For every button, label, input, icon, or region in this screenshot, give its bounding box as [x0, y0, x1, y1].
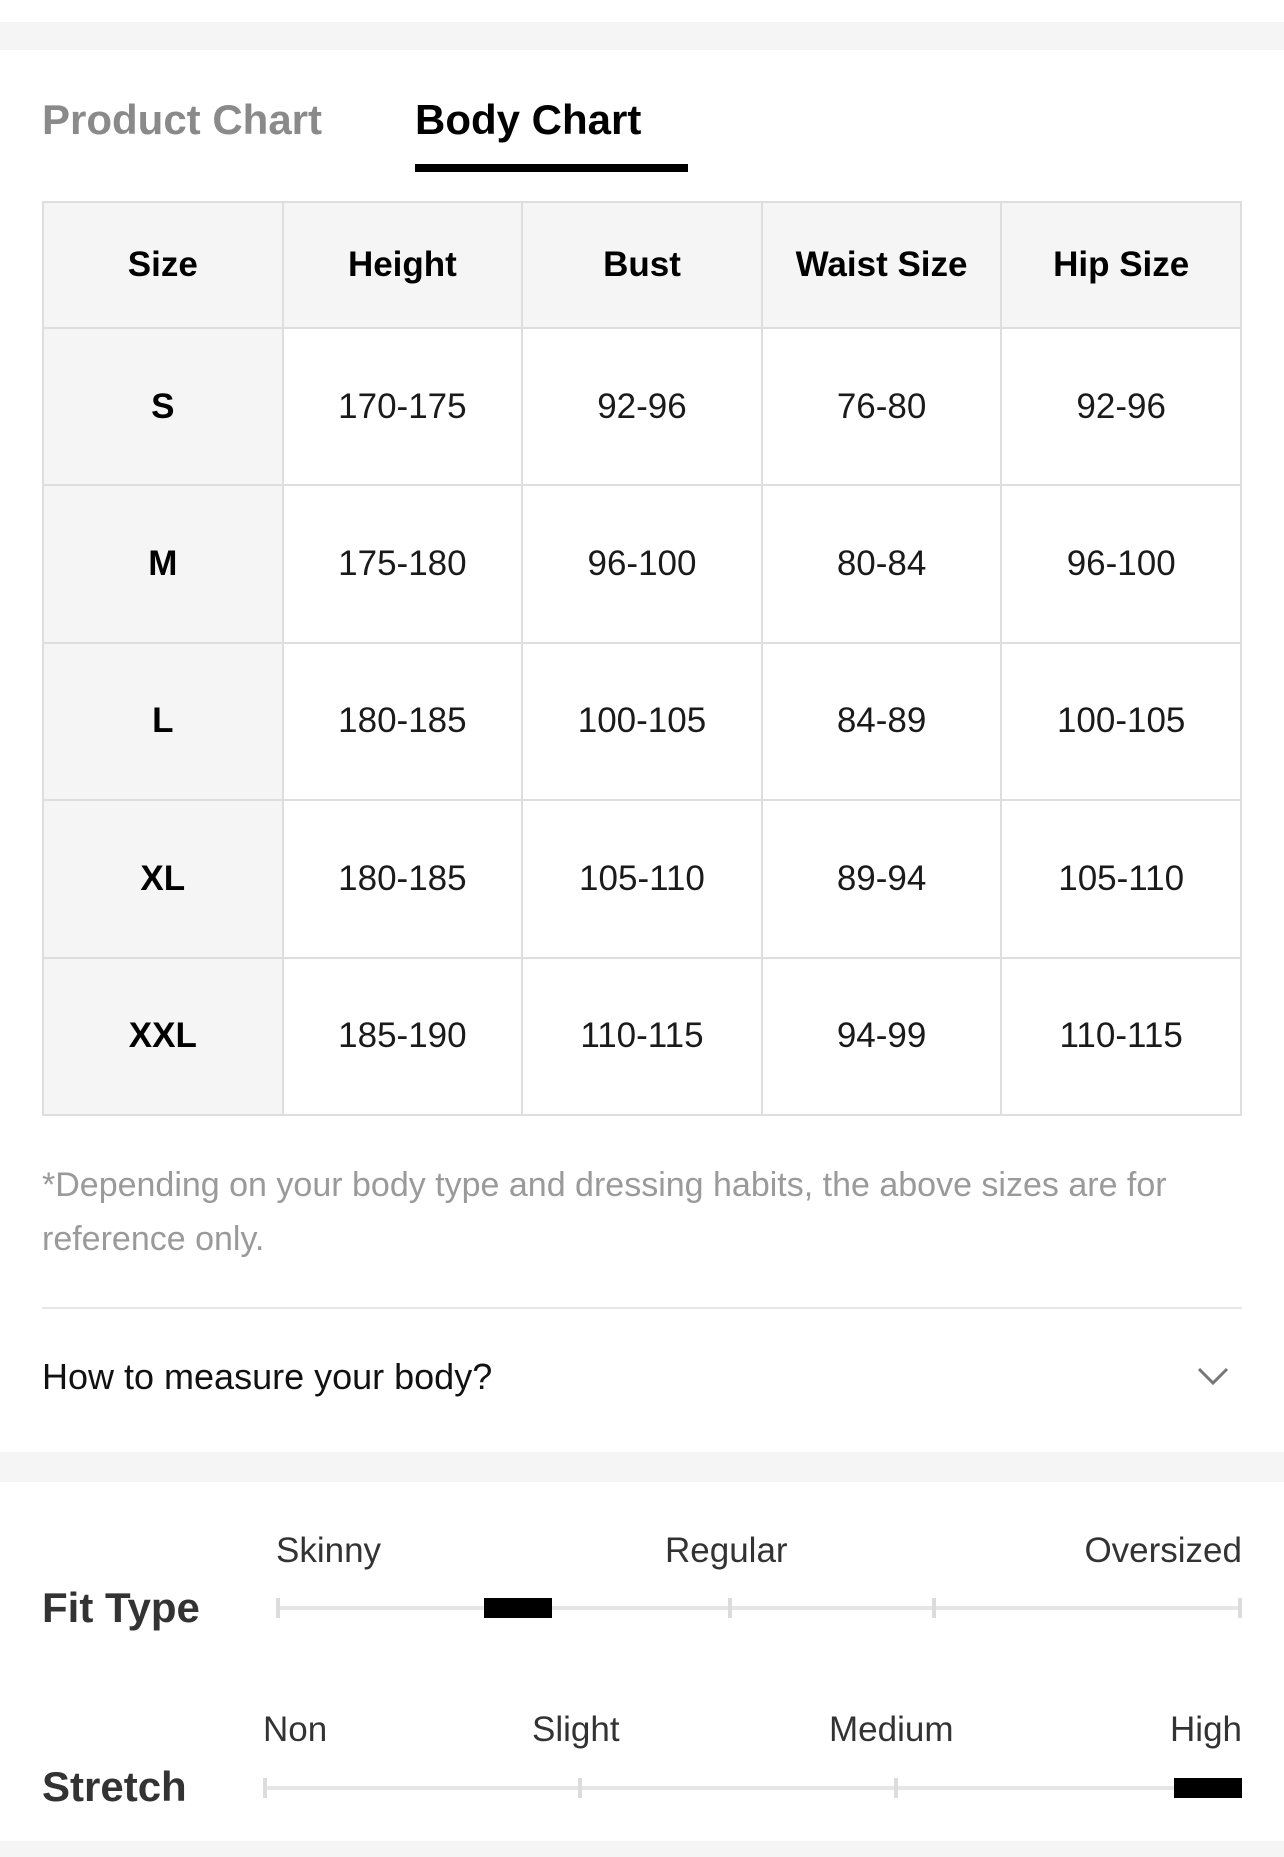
how-to-measure-label: How to measure your body? — [42, 1356, 493, 1397]
bust-cell: 105-110 — [522, 800, 762, 957]
bust-cell: 100-105 — [522, 643, 762, 800]
fit-type-label-oversized: Oversized — [1084, 1531, 1242, 1570]
section-band — [0, 1452, 1284, 1482]
section-divider — [42, 1307, 1242, 1309]
fit-type-label-regular: Regular — [665, 1531, 788, 1570]
header-height: Height — [283, 202, 523, 328]
chevron-down-icon[interactable] — [1196, 1364, 1230, 1388]
fit-type-tick — [1238, 1598, 1242, 1618]
header-size: Size — [43, 202, 283, 328]
stretch-title: Stretch — [42, 1763, 187, 1810]
fit-type-label-skinny: Skinny — [276, 1531, 382, 1570]
table-row — [43, 800, 1241, 957]
stretch-label-medium: Medium — [829, 1710, 954, 1749]
bust-cell: 96-100 — [522, 485, 762, 642]
size-cell: XL — [43, 800, 283, 957]
table-header-row — [43, 202, 1241, 328]
height-cell: 185-190 — [283, 958, 523, 1115]
height-cell: 180-185 — [283, 643, 523, 800]
fit-type-tick — [932, 1598, 936, 1618]
stretch-tick — [578, 1778, 582, 1798]
waist-cell: 84-89 — [762, 643, 1002, 800]
header-hip-size: Hip Size — [1001, 202, 1241, 328]
stretch-tick — [263, 1778, 267, 1798]
hip-cell: 92-96 — [1001, 328, 1241, 485]
stretch-label-non: Non — [263, 1710, 328, 1749]
stretch-track — [263, 1786, 1242, 1790]
hip-cell: 100-105 — [1001, 643, 1241, 800]
size-disclaimer: *Depending on your body type and dressing habits, the above sizes are for reference only. — [42, 1166, 1167, 1258]
fit-type-tick — [276, 1598, 280, 1618]
bottom-band — [0, 1841, 1284, 1857]
stretch-label-slight: Slight — [532, 1710, 620, 1749]
how-to-measure-row[interactable] — [42, 1346, 1242, 1416]
table-row — [43, 958, 1241, 1115]
size-cell: XXL — [43, 958, 283, 1115]
height-cell: 170-175 — [283, 328, 523, 485]
active-tab-underline — [415, 164, 688, 172]
top-band — [0, 22, 1284, 50]
stretch-marker — [1174, 1778, 1242, 1798]
hip-cell: 96-100 — [1001, 485, 1241, 642]
height-cell: 180-185 — [283, 800, 523, 957]
bust-cell: 92-96 — [522, 328, 762, 485]
header-bust: Bust — [522, 202, 762, 328]
height-cell: 175-180 — [283, 485, 523, 642]
fit-type-marker — [484, 1598, 552, 1618]
fit-type-title: Fit Type — [42, 1584, 200, 1631]
hip-cell: 105-110 — [1001, 800, 1241, 957]
bust-cell: 110-115 — [522, 958, 762, 1115]
table-row — [43, 643, 1241, 800]
stretch-tick — [894, 1778, 898, 1798]
header-waist-size: Waist Size — [762, 202, 1002, 328]
fit-type-track — [276, 1606, 1242, 1610]
hip-cell: 110-115 — [1001, 958, 1241, 1115]
size-cell: L — [43, 643, 283, 800]
waist-cell: 80-84 — [762, 485, 1002, 642]
waist-cell: 76-80 — [762, 328, 1002, 485]
table-row — [43, 485, 1241, 642]
table-row — [43, 328, 1241, 485]
waist-cell: 94-99 — [762, 958, 1002, 1115]
waist-cell: 89-94 — [762, 800, 1002, 957]
size-cell: S — [43, 328, 283, 485]
size-table — [42, 201, 1242, 1116]
fit-type-tick — [728, 1598, 732, 1618]
size-cell: M — [43, 485, 283, 642]
stretch-label-high: High — [1170, 1710, 1242, 1749]
tab-product-chart[interactable]: Product Chart — [42, 96, 323, 143]
tab-body-chart[interactable]: Body Chart — [415, 96, 642, 143]
